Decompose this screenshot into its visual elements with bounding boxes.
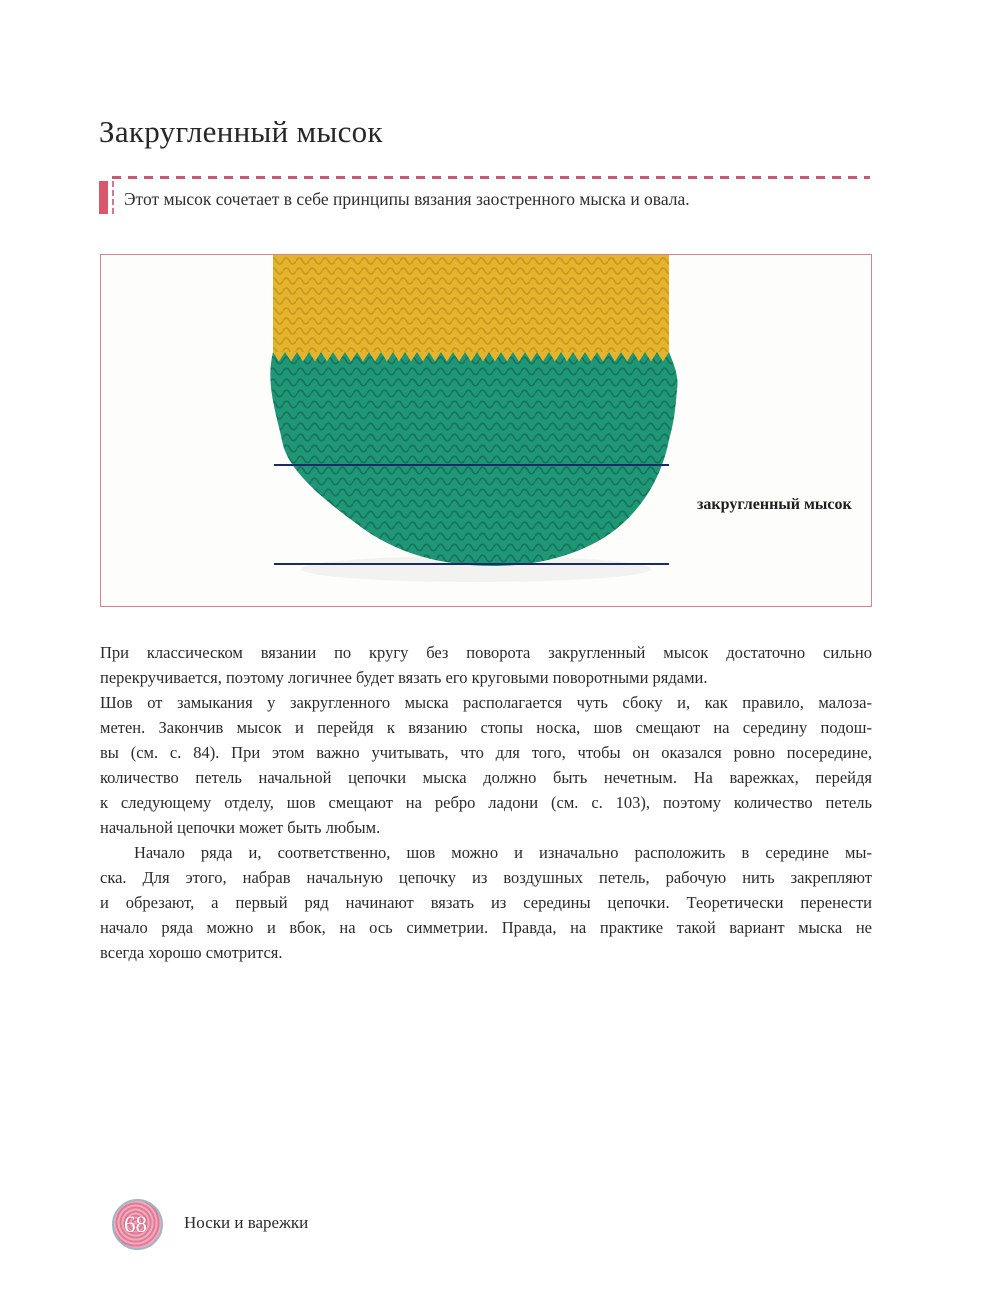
dashed-divider-line: [112, 176, 870, 179]
page-number-badge: [112, 1199, 163, 1250]
text-line: метен. Закончив мысок и перейдя к вязанию стопы носка, шов смещают на середину подош-: [100, 718, 872, 737]
text-line: Начало ряда и, соответственно, шов можно и изначально расположить в середине мы-: [134, 843, 872, 862]
intro-text: Этот мысок сочетает в себе принципы вязания заостренного мыска и овала.: [124, 189, 690, 209]
text-line: При классическом вязании по кругу без поворота закругленный мысок достаточно сильно: [100, 643, 872, 662]
text-line: количество петель начальной цепочки мыска должно быть нечетным. На варежках, перейдя: [100, 768, 872, 787]
figure-caption: закругленный мысок: [697, 496, 852, 513]
crochet-swatch-illustration: [101, 255, 870, 605]
paragraph: [100, 640, 872, 690]
text-line: Шов от замыкания у закругленного мыска располагается чуть сбоку и, как правило, малоза-: [100, 693, 872, 712]
text-line: начало ряда можно и вбок, на ось симметрии. Правда, на практике такой вариант мыска не: [100, 918, 872, 937]
accent-bar-icon: [99, 181, 108, 214]
footer-section-label: Носки и варежки: [184, 1213, 309, 1232]
figure-frame: [100, 254, 872, 607]
text-line: ска. Для этого, набрав начальную цепочку из воздушных петель, рабочую нить закрепляют: [100, 868, 872, 887]
text-line: и обрезают, а первый ряд начинают вязать из середины цепочки. Теоретически перенести: [100, 893, 872, 912]
page-title: Закругленный мысок: [99, 114, 383, 149]
paragraph: [100, 690, 872, 840]
text-line: к следующему отделу, шов смещают на ребро ладони (см. с. 103), поэтому количество петель: [100, 793, 872, 812]
text-line: перекручивается, поэтому логичнее будет вязать его круговыми поворотными рядами.: [100, 668, 708, 687]
accent-dashed-bar-icon: [112, 181, 114, 214]
text-line: всегда хорошо смотрится.: [100, 943, 283, 962]
page-footer: [0, 1198, 997, 1258]
paragraph: [100, 840, 872, 965]
page-number: 68: [124, 1212, 147, 1237]
text-line: вы (см. с. 84). При этом важно учитывать, что для того, чтобы он оказался ровно посередине,: [100, 743, 872, 762]
body-text: [100, 640, 872, 965]
text-line: начальной цепочки может быть любым.: [100, 818, 381, 837]
